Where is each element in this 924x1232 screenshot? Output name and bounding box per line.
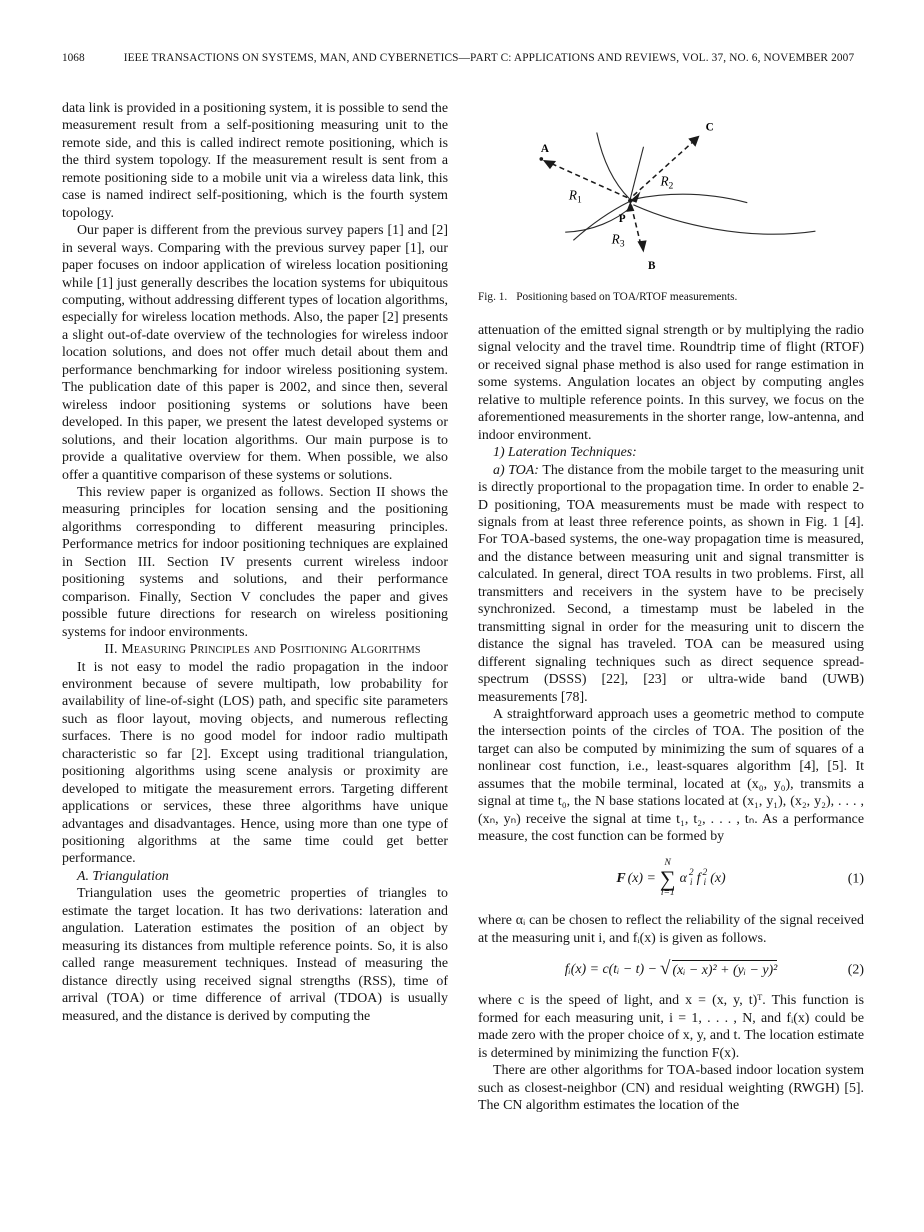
equation-1-body [616,859,725,900]
eq2-lhs: fᵢ(x) = c(tᵢ − t) − [564,962,657,978]
label-B: B [647,259,656,272]
paragraph: It is not easy to model the radio propagation in the indoor environment because of severe multipath, low probability for availability of line-of-sight (LOS) path, and specific site parameters such as floor layout, moving objects, and numerous reflecting surfaces. There is no good model for indoor radio multipath characteristic so far [2]. Except using traditional triangulation, positioning algorithms using scene analysis or proximity are developed to mitigate the measurement errors. Targeting different applications or services, these three algorithms have unique advantages and disadvantages. Hence, using more than one type of positioning algorithms at the same time could get better performance. [62,659,448,867]
paragraph: Our paper is different from the previous survey papers [1] and [2] in several ways. Comparing with the previous survey paper [1], our paper focuses on indoor application of wireless location positioning while [1] just generally describes the location systems for ubiquitous computing, without addressing different types of location algorithms, especially for wireless location methods. Also, the paper [2] presents a slight out-of-date overview of the technologies for wireless indoor location solutions, and does not offer much detail about them and performance benchmarking for indoor wireless positioning system. The publication date of this paper is 2002, and since then, several wireless indoor positioning systems or solutions have been developed. In this paper, we present the latest developed systems or solutions, and their location algorithms. Our main purpose is to provide a qualitative overview for them. When possible, we also offer a quantitive comparison of these systems or solutions. [62,223,448,483]
paragraph: attenuation of the emitted signal strength or by multiplying the radio signal velocity and the travel time. Roundtrip time of flight (RTOF) or received signal phase method is also used for range estimation in some systems. Angulation locates an object by computing angles relative to multiple reference points. In this survey, we focus on the aforementioned measurements in the shorter range, low-antenna, and indoor environment. [478,323,864,443]
eq1-tail: (x) [710,871,726,887]
toa-run-in-heading: a) TOA: [493,462,539,478]
figure-caption [478,290,864,304]
lateration-heading: 1) Lateration Techniques: [493,445,637,461]
label-R2-sub: 2 [668,180,674,192]
running-header [62,52,866,68]
equation-2-body [565,960,778,979]
sum-operator [660,859,676,900]
label-P: P [618,213,626,226]
arc-bottom-right [633,205,815,234]
eq1-f-sup: 2 [702,868,708,879]
paragraph: This review paper is organized as follows. Section II shows the measuring principles for location sensing and the positioning algorithms corresponding to different measuring principles. Performance metrics for indoor positioning techniques are explained in Section III. Section IV presents current wireless indoor positioning systems and solutions, and their performance comparison. Finally, Section V concludes the paper and gives possible future directions for research on wireless positioning systems for indoor environments. [62,484,448,640]
left-column [62,100,448,1115]
arrowhead-C [688,136,699,147]
label-R2-letter: R [660,173,669,189]
right-column [478,100,864,1115]
label-R3-letter: R [611,231,620,247]
toa-paragraph [478,462,864,706]
eq1-f: f [696,871,701,887]
arc-right [631,194,747,202]
eq1-f-scripts [702,869,707,889]
label-R2 [659,173,673,191]
eq1-lhs: (x) = [627,871,656,887]
label-R3 [611,231,625,249]
sum-upper-limit: N [664,857,671,868]
eq1-f-sub: i [703,878,707,888]
equation-1 [478,859,864,900]
toa-text: The distance from the mobile target to the measuring unit is directly proportional to the propagation time. In order to enable 2-D positioning, TOA measurements must be made with respect to signals from at least three reference points, as shown in Fig. 1 [4]. For TOA-based systems, the one-way propagation time is measured, and the distance between measuring unit and signal transmitter is calculated. In general, direct TOA results in two problems. First, all transmitters and receivers in the system have to be precisely synchronized. Second, a timestamp must be labeled in the transmitting signal in order for the measuring unit to discern the distance the signal has traveled. TOA can be measured using different signaling techniques such as direct sequence spread-spectrum (DSSS) [22], [23] or ultra-wide band (UWB) measurements [78]. [478,462,864,705]
dot-A [539,157,543,161]
figure-1 [478,102,864,304]
paragraph: data link is provided in a positioning system, it is possible to send the measurement result from a self-positioning measuring unit to the remote side, and this is called indirect remote positioning, which is the third system topology. If the measurement result is sent from a remote positioning side to a mobile unit via a wireless data link, this case is named indirect self-positioning, which is the fourth system topology. [62,101,448,221]
label-R1 [568,188,582,206]
equation-2-number: (2) [847,962,864,978]
arc-top-right [630,147,643,199]
label-R3-sub: 3 [619,238,625,250]
paragraph: where c is the speed of light, and x = (x, y, t)ᵀ. This function is formed for each measuring unit, i = 1, . . . , N, and fᵢ(x) could be made zero with the proper choice of x, y, and t. The location estimate is determined by minimizing the function F(x). [478,993,864,1061]
radical-sign: √ [660,958,671,980]
sum-lower-limit: i=1 [660,888,675,899]
section-heading: II. Measuring Principles and Positioning Algorithms [104,642,421,658]
label-A: A [540,142,549,155]
eq1-F: F [616,871,626,887]
toa-positioning-diagram [496,102,846,280]
arc-top-left [597,133,630,199]
eq1-alpha-sub: i [689,878,693,888]
page-number: 1068 [62,52,85,64]
paragraph: where αᵢ can be chosen to reflect the reliability of the signal received at the measuring unit i, and fᵢ(x) is given as follows. [478,913,864,946]
label-C: C [705,121,714,134]
eq1-alpha-sup: 2 [688,868,694,879]
eq1-alpha-scripts [689,869,694,889]
label-R1-letter: R [568,187,578,203]
paragraph: Triangulation uses the geometric properties of triangles to estimate the target location. It has two derivations: lateration and angulation. Lateration estimates the position of an object by measuring its distances from multiple reference points. So, it is also called range measurement techniques. Instead of measuring the distance directly using received signal strengths (RSS), time of arrival (TOA) or time difference of arrival (TDOA) is usually measured, and the distance is derived by computing the [62,886,448,1024]
label-R1-sub: 1 [577,194,582,206]
eq1-alpha: α [679,871,687,887]
arrowhead-B [637,240,646,252]
equation-2 [478,960,864,979]
two-column-body [62,100,864,1115]
paragraph: There are other algorithms for TOA-based indoor location system such as closest-neighbor (CN) and residual weighting (RWGH) [5]. The CN algorithm estimates the location of the [478,1063,864,1114]
point-P [628,198,632,202]
paragraph: A straightforward approach uses a geometric method to compute the intersection points of the circles of TOA. The position of the target can also be computed by minimizing the sum of squares of a nonlinear cost function, i.e., least-squares algorithm [4], [5]. It assumes that the mobile terminal, located at (x₀, y₀), transmits a signal at time t₀, the N base stations located at (x₁, y₁), (x₂, y₂), . . . , (xₙ, yₙ) receive the signal at time t₁, t₂, . . . , tₙ. As a performance measure, the cost function can be formed by [478,706,864,845]
eq2-radicand: (xᵢ − x)² + (yᵢ − y)² [672,960,777,979]
figure-caption-label: Fig. 1. [478,291,508,303]
equation-1-number: (1) [847,871,864,887]
sigma-symbol: ∑ [659,865,676,891]
figure-caption-text: Positioning based on TOA/RTOF measurements. [516,291,738,303]
subsection-heading: A. Triangulation [77,868,169,884]
journal-title: IEEE TRANSACTIONS ON SYSTEMS, MAN, AND CYBERNETICS—PART C: APPLICATIONS AND REVIEWS, VOL. 37, NO. 6, NOVEMBER 2007 [123,52,855,64]
vector-P-A [548,162,627,198]
